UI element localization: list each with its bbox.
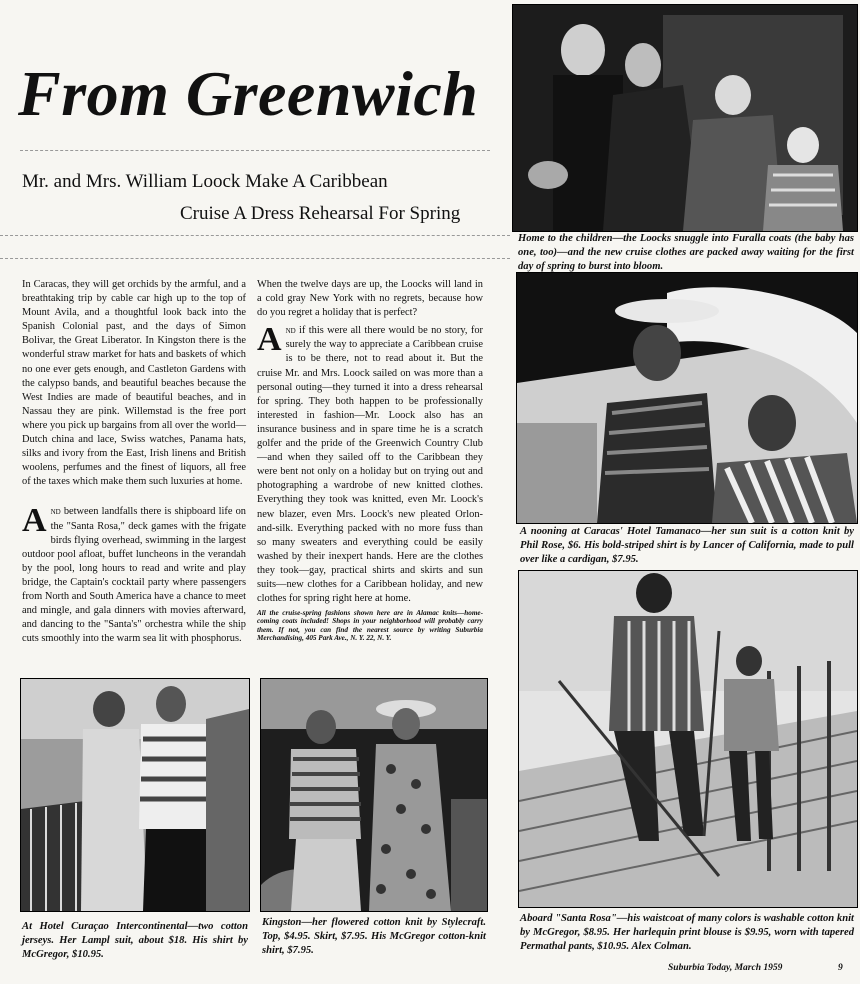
caption-home: Home to the children—the Loocks snuggle into Furalla coats (the baby has one, too)—and the new cruise clothes are packed away waiting for the first day of spring to burst into bloom.: [518, 233, 854, 272]
caption-aboard: Aboard "Santa Rosa"—his waistcoat of many colors is washable cotton knit by McGregor, $8.95. Her harlequin print blouse is $9.95, worn with tapered Permathal pants, $10.95. Alex Colman.: [520, 913, 854, 952]
paragraph-text: if this were all there would be no story, for surely the way to appreciate a Caribbean cruise is to be there, not to read about it. But the cruise Mr. and Mrs. Loock sailed on was more than a personal outing—they turned it into a dress rehearsal for spring. They both happen to be professionally interested in fashion—Mr. Loock also has an insurance business and in spare time he is a scratch golfer and the pride of the Greenwich Country Club—and when they sailed off to the Caribbean they were bent not only on a holiday but on trying out and photographing a wardrobe of new knitted clothes. Everything they took was knitted, even Mr. Loock's new blazer, even Mrs. Loock's new pleated Orlon-and-silk. Everything packed with no more fuss than so many sweaters and everything could be easily washed by their inexpert hands. Here are the clothes they took—gay, practical shirts and skirts and sun suits—new clothes for a Caribbean holiday, and new clothes for spring right here at home.: [257, 325, 483, 605]
subtitle-line-2: Cruise A Dress Rehearsal For Spring: [180, 203, 461, 224]
page-number: 9: [838, 963, 843, 973]
drop-cap: A: [22, 502, 47, 540]
article-column-1: [22, 278, 246, 646]
subtitle-line-1: Mr. and Mrs. William Loock Make A Caribbean: [22, 171, 388, 192]
article-paragraph: [257, 321, 483, 606]
article-paragraph: [22, 502, 246, 646]
photo-nooning-caracas: [516, 272, 858, 524]
photo-home-couple: [512, 4, 858, 232]
article-column-2: [257, 278, 483, 642]
drop-cap: A: [257, 321, 282, 359]
caption-nooning: A nooning at Caracas' Hotel Tamanaco—her sun suit is a cotton knit by Phil Rose, $6. His bold-striped shirt is by Lancer of California, made to pull over like a cardigan, $7.95.: [520, 526, 854, 565]
photo-hotel-curacao: [20, 678, 250, 912]
small-caps-lead: nd: [285, 325, 296, 337]
caption-kingston: Kingston—her flowered cotton knit by Stylecraft. Top, $4.95. Skirt, $7.95. His McGregor cotton-knit shirt, $7.95.: [262, 917, 486, 956]
caption-curacao: At Hotel Curaçao Intercontinental—two cotton jerseys. Her Lampl suit, about $18. His shirt by McGregor, $10.95.: [22, 921, 248, 960]
article-paragraph: When the twelve days are up, the Loocks will land in a cold gray New York with no regrets, because how do you regret a holiday that is perfect?: [257, 279, 483, 319]
article-paragraph: In Caracas, they will get orchids by the armful, and a breathtaking trip by cable car high up to the top of Mount Avila, and a thoughtful look back into the Spanish Colonial past, and the days of Simon Bolivar, the Great Liberator. In Kingston there is the wonderful straw market for hats and baskets of which no one ever gets enough, and Castleton Gardens with the calypso bands, and beautiful beaches because the West Indies are made of beautiful beaches, and in Nassau they are pink. Willemstad is the free port where you pick up bargains from all over the world—Dutch china and lace, Swiss watches, Panama hats, silks and ivory from the East, Irish linens and British woolens, perfumes and the finest of liquors, all free of the taxes which make them such luxuries at home.: [22, 279, 247, 488]
photo-aboard-santa-rosa: [518, 570, 858, 908]
dotted-rule: [0, 235, 510, 236]
small-caps-lead: nd: [50, 506, 61, 518]
photo-kingston: [260, 678, 488, 912]
page-title: From Greenwich: [18, 58, 479, 129]
dotted-rule: [20, 150, 490, 151]
paragraph-text: between landfalls there is shipboard life on the "Santa Rosa," deck games with the frigate birds flying overhead, swimming in the largest outdoor pool afloat, buffet luncheons in the verandah by the pool, long hours to read and write and play bridge, the Captain's cocktail party where passengers from North and South America have a chance to meet and mingle, and gala dinners with movies afterward, and dancing to the "Santa's" orchestra while the ship cuts smoothly into the warm sea lit with phosphorus.: [22, 506, 246, 645]
dotted-rule: [0, 258, 510, 259]
retail-note: All the cruise-spring fashions shown here are in Alamac knits—home-coming coats included! Shops in your neighborhood will probably carry them. If not, you can find the nearest source by writing Suburbia Merchandising, 405 Park Ave., N. Y. 22, N. Y.: [257, 609, 483, 643]
page-footer-source: Suburbia Today, March 1959: [668, 963, 783, 973]
